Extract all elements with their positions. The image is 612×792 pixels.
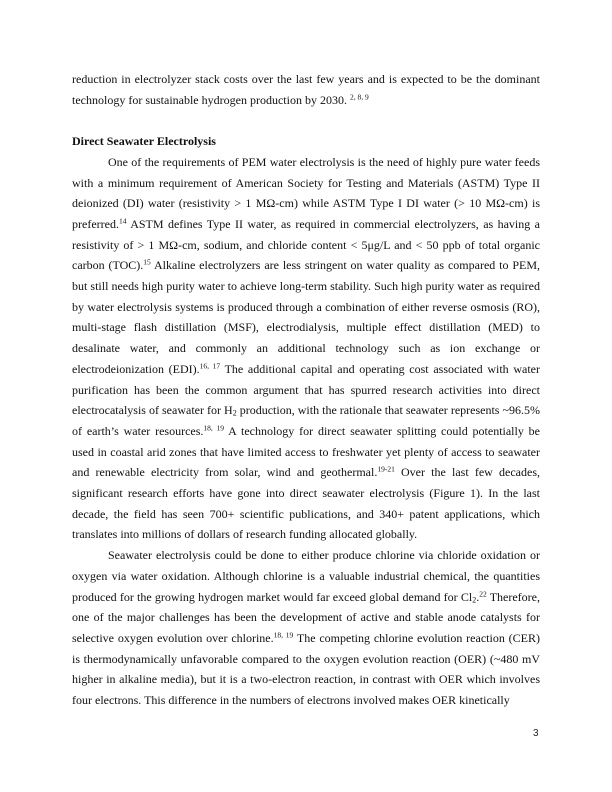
citation: 18, 19 — [203, 423, 224, 433]
citation: 15 — [143, 257, 151, 267]
citation: 22 — [479, 589, 487, 599]
citation: 19-21 — [377, 464, 395, 474]
citation: 18, 19 — [273, 630, 294, 640]
citation: 14 — [118, 216, 127, 226]
subscript: 2 — [232, 408, 237, 418]
paragraph-2: Seawater electrolysis could be done to either produce chlorine via chloride oxidation or oxygen via water oxidation. Although chlorine is a valuable industrial chemical, the quantities produced for the growing hydrogen market would far exceed global demand for $Cl_2.^{22}$ Therefore, one of the major challenges has been the development of active and stable anode catalysts for selective oxygen evolution over chlorine.$^{18, 19}$ The competing chlorine evolution reaction (CER) is thermodynamically unfavorable compared to the oxygen evolution reaction (OER) (~480 mV higher in alkaline media), but it is a two-electron reaction, in contrast with OER which involves four electrons. This difference in the numbers of electrons involved makes OER kinetically — [72, 548, 540, 708]
intro-paragraph: reduction in electrolyzer stack costs over the last few years and is expected to be the dominant technology for sustainable hydrogen production by 2030. $^{2, 8, 9}$ — [72, 72, 540, 107]
page-number: 3 — [533, 728, 539, 739]
subscript: 2 — [472, 595, 477, 605]
section-heading: Direct Seawater Electrolysis — [72, 134, 216, 149]
citation: 2, 8, 9 — [349, 92, 369, 102]
paragraph-1: One of the requirements of PEM water electrolysis is the need of highly pure water feeds with a minimum requirement of American Society for Testing and Materials (ASTM) Type II deionized (DI) water (resistivity > 1 MΩ-cm) while ASTM Type I DI water (> 10 MΩ-cm) is preferred.$^{14}$ ASTM defines Type II water, as required in commercial electrolyzers, as having a resistivity of > 1 MΩ-cm, sodium, and chloride content < 5μg/L and < 50 ppb of total organic carbon (TOC).$^{15}$ Alkaline electrolyzers are less stringent on water quality as compared to PEM, but still needs high purity water to achieve long-term stability. Such high purity water as required by water electrolysis systems is produced through a combination of either reverse osmosis (RO), multi-stage flash distillation (MSF), electrodialysis, multiple effect distillation (MED) to desalinate water, and commonly an additional technology such as ion exchange or electrodeionization (EDI).$^{16, 17}$ The additional capital and operating cost associated with water purification has been the common argument that has spurred research activities into direct electrocatalysis of seawater for $H_2$ production, with the rationale that seawater represents ~96.5% of earth’s water resources.$^{18, 19}$ A technology for direct seawater splitting could potentially be used in coastal arid zones that have limited access to freshwater yet plenty of access to seawater and renewable electricity from solar, wind and geothermal.$^{19-21}$ Over the last few decades, significant research efforts have gone into direct seawater electrolysis (Figure 1). In the last decade, the field has seen 700+ scientific publications, and 340+ patent applications, which translates into millions of dollars of research funding allocated globally. — [72, 154, 540, 542]
document-page — [72, 69, 540, 711]
citation: 16, 17 — [199, 361, 221, 371]
spacer — [72, 110, 540, 131]
